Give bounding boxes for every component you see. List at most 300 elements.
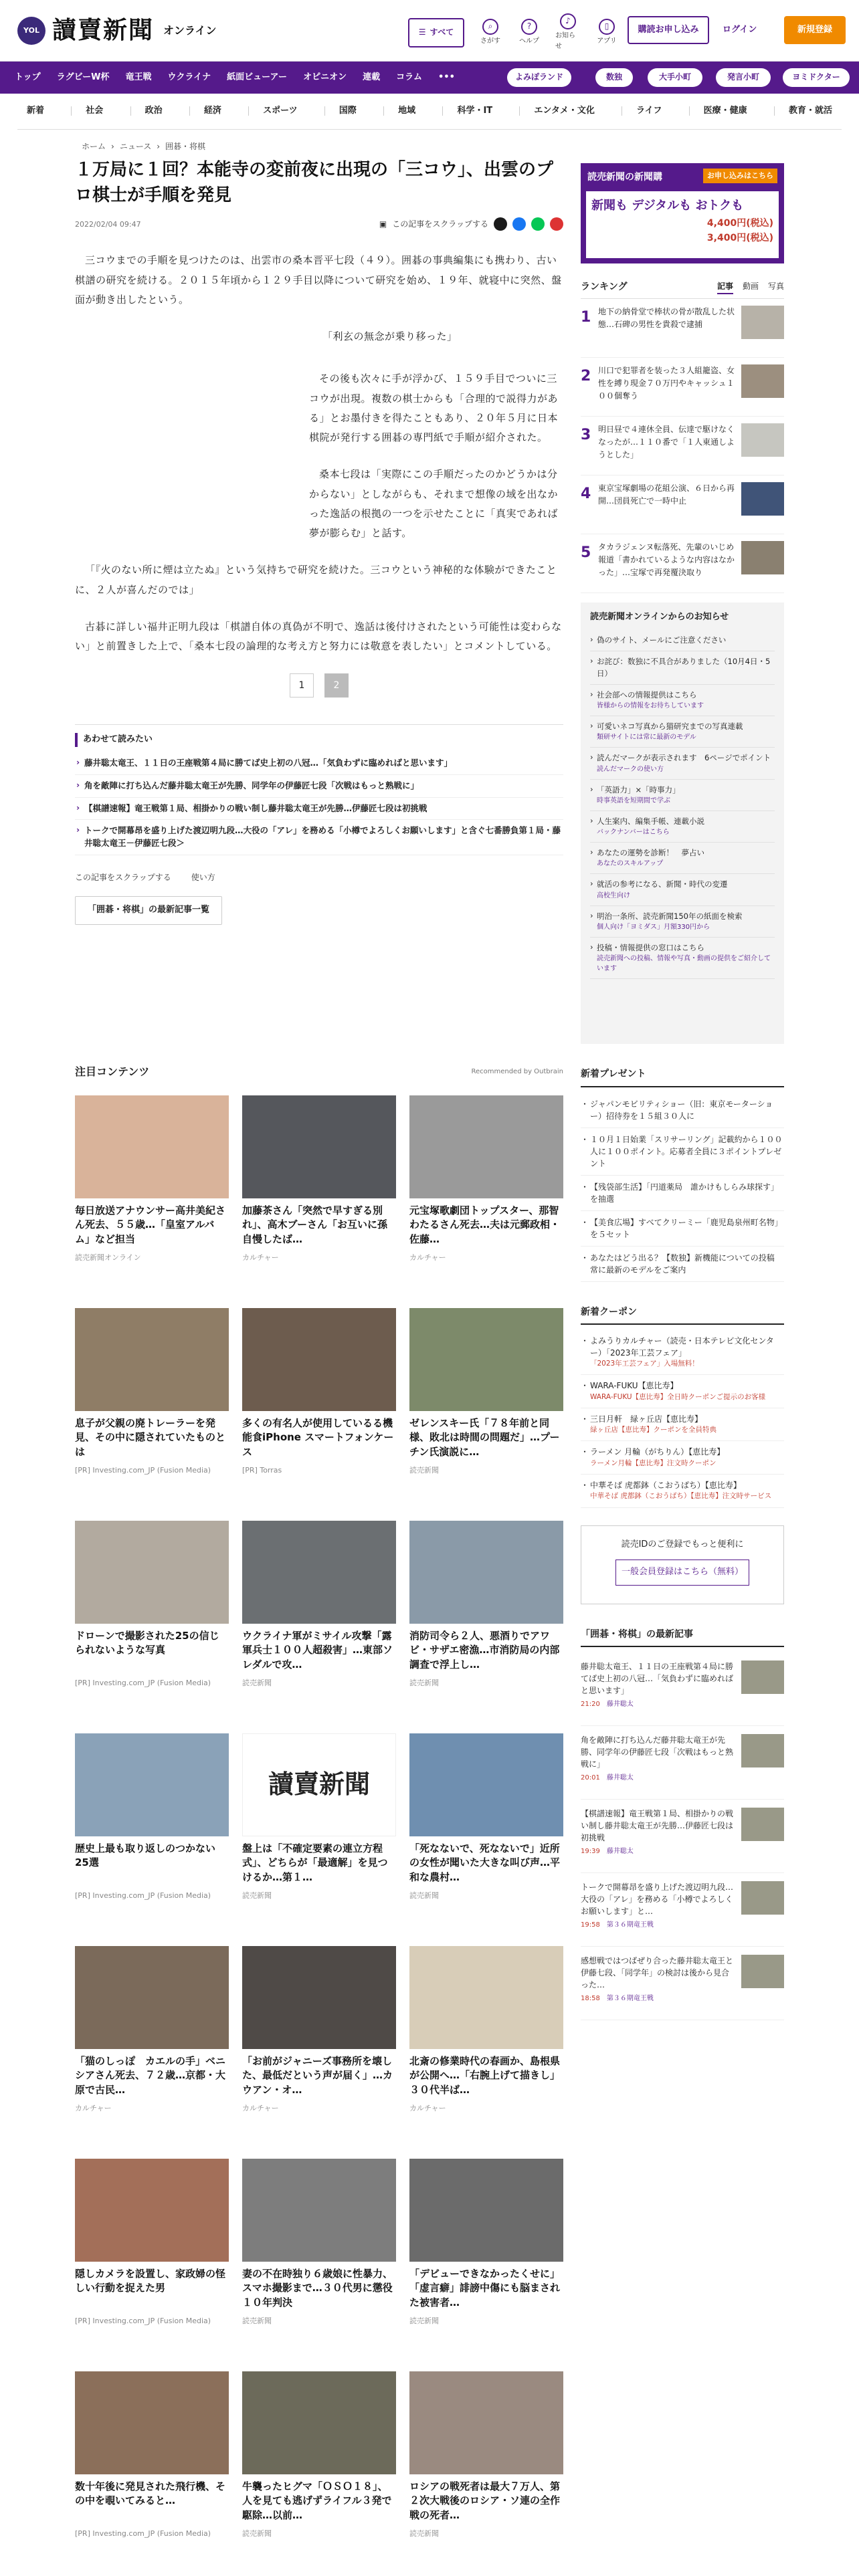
ranking-title: ランキング	[581, 282, 628, 292]
coupon-list	[581, 1330, 784, 1507]
category-item[interactable]: 新着	[27, 106, 45, 116]
present-title: 新着プレゼント	[581, 1067, 784, 1087]
member-box	[581, 1525, 784, 1604]
notice-text: お詫び：数独に不具合がありました（10月4日・5日）	[597, 657, 771, 678]
subscribe-button[interactable]: 購読お申し込み	[628, 16, 709, 44]
card-source: [PR] Investing.com_JP (Fusion Media)	[75, 2316, 211, 2325]
coupon-subtext: 「2023年工芸フェア」入場無料！	[590, 1359, 699, 1368]
attention-card[interactable]	[242, 1095, 396, 1287]
card-source: 読売新聞	[409, 1891, 439, 1900]
promo-title: 読売新聞の新聞購	[587, 172, 662, 183]
notice-text: 就活の参考になる、新聞・時代の変遷	[597, 879, 728, 889]
latest-text-block	[581, 1660, 735, 1717]
coupon-title: 新着クーポン	[581, 1305, 784, 1325]
latest-text: 【棋譜速報】竜王戦第１局、相掛かりの戦い制し藤井聡太竜王が先勝…伊藤匠七段は初挑戦	[581, 1809, 734, 1842]
attention-card[interactable]	[75, 1308, 229, 1499]
latest-tag[interactable]: 第３６期竜王戦	[606, 1995, 654, 2002]
promo-price: 4,400円(税込)	[706, 217, 773, 229]
nav-item[interactable]: ウクライナ	[167, 72, 211, 82]
line-share-icon[interactable]	[531, 217, 545, 231]
latest-time: 18:58	[581, 1995, 600, 2002]
nav-item[interactable]: トップ	[15, 72, 41, 82]
card-source: 読売新聞オンライン	[75, 1253, 141, 1262]
notice-tool[interactable]	[555, 13, 581, 52]
card-title: 元宝塚歌劇団トップスター、那智わたるさん死去…夫は元郵政相・佐藤…	[409, 1204, 561, 1246]
notice-text: 人生案内、編集手帳、連載小説	[597, 816, 704, 826]
ranking-tab[interactable]: 記事	[717, 280, 733, 294]
latest-meta	[581, 1773, 735, 1783]
all-menu-button[interactable]	[408, 18, 464, 47]
notice-tool-label: お知らせ	[555, 32, 575, 50]
latest-thumbnail	[741, 1955, 784, 1988]
facebook-share-icon[interactable]	[512, 217, 526, 231]
latest-tag[interactable]: 第３６期竜王戦	[606, 1921, 654, 1929]
card-title: ロシアの戦死者は最大７万人、第２次大戦後のロシア・ソ連の全作戦の死者…	[409, 2480, 561, 2522]
nav-item[interactable]: 連載	[363, 72, 381, 82]
all-menu-label: すべて	[430, 27, 454, 37]
card-title: 毎日放送アナウンサー高井美紀さん死去、５５歳…「皇室アルバム」など担当	[75, 1204, 226, 1246]
page-2-button[interactable]: 2	[324, 673, 349, 697]
card-title: 「デビューできなかったくせに」「虚言癖」誹謗中傷にも脳まされた被害者…	[409, 2267, 561, 2309]
present-item[interactable]: ・ あなたはどう出る？【数独】新機能についての投稿 常に最新のモデルをご案内	[581, 1247, 784, 1282]
notice-subtext: 読売新聞への投稿、情報や写真・動画の提供をご紹介しています	[597, 955, 771, 973]
coupon-subtext: 中華そば 虎都鉢（こおうばち）【恵比寿】注文時サービス	[590, 1492, 772, 1501]
more-nav-button[interactable]: •••	[438, 72, 455, 82]
notice-item[interactable]	[590, 906, 775, 938]
related-title: あわせて読みたい	[75, 733, 563, 747]
related-item[interactable]: › 角を敵陣に打ち込んだ藤井聡太竜王が先勝、同学年の伊藤匠七段「次戦はもっと熟戦に」	[75, 775, 563, 798]
latest-tag[interactable]: 藤井聡太	[606, 1701, 634, 1708]
rank-number: 4	[581, 486, 591, 503]
bell-icon: ♪	[560, 13, 576, 29]
notice-item[interactable]	[590, 748, 775, 779]
nav-pill[interactable]: 数独	[595, 68, 633, 87]
card-title: 歴史上最も取り返しのつかない25選	[75, 1842, 216, 1869]
attention-card[interactable]	[409, 1095, 563, 1287]
promo-badge: お申し込みはこちら	[703, 169, 777, 183]
latest-text-block	[581, 1808, 735, 1864]
category-item[interactable]: ライフ	[636, 104, 662, 118]
share-bar	[379, 217, 563, 231]
latest-tag[interactable]: 藤井聡太	[606, 1848, 634, 1855]
scrap-link-bottom[interactable]: この記事をスクラップする	[75, 872, 171, 882]
search-tool-label: さがす	[480, 37, 500, 45]
latest-meta	[581, 1994, 735, 2004]
card-image	[409, 1946, 563, 2049]
latest-item[interactable]	[581, 1947, 784, 2020]
nav-pill[interactable]: よみぽランド	[507, 68, 571, 87]
notice-text: 可愛いネコ写真から猫研究までの写真連載	[597, 722, 743, 732]
attention-card[interactable]	[75, 1733, 229, 1925]
attention-card[interactable]	[242, 2371, 396, 2563]
card-source: [PR] Investing.com_JP (Fusion Media)	[75, 1465, 211, 1475]
category-nav	[17, 94, 842, 130]
scrap-link[interactable]: この記事をスクラップする	[392, 219, 488, 229]
notice-item[interactable]	[590, 843, 775, 874]
member-text: 読売IDのご登録でもっと便利に	[621, 1539, 744, 1549]
related-item[interactable]: › トークで開幕昂を盛り上げた渡辺明九段…大役の「アレ」を務める「小樽でよろしくお願いします」と含ぐ七番勝負第１局・藤井聡太竜王－伊藤匠七段＞	[75, 820, 563, 855]
attention-card[interactable]	[409, 1521, 563, 1712]
related-item[interactable]: › 藤井聡太竜王、１１日の王座戦第４局に勝てば史上初の八冠…「気負わずに臨めればと思います」	[75, 752, 563, 775]
notice-item[interactable]	[590, 651, 775, 685]
latest-text: 藤井聡太竜王、１１日の王座戦第４局に勝てば史上初の八冠…「気負わずに臨めればと思います」	[581, 1662, 734, 1695]
latest-meta	[581, 1846, 735, 1856]
nav-pill[interactable]: 発言小町	[716, 68, 771, 87]
coupon-item[interactable]	[581, 1330, 784, 1375]
category-item[interactable]: スポーツ	[263, 104, 297, 118]
notice-subtext: 個人向け「ヨミダス」月額330円から	[597, 923, 710, 931]
site-logo[interactable]	[17, 11, 217, 50]
card-source: 読売新聞	[409, 2316, 439, 2325]
ranking-text: 川口で犯罪者を装った３人組籠盗、女性を縛り現金７０万円やキャッシュ１００個奪う	[598, 366, 735, 401]
article-meta	[75, 217, 563, 231]
notice-subtext: 類研サイトには常に最新のモデル	[597, 734, 696, 742]
coupon-text: ラーメン 月輪（がちりん）【恵比寿】	[590, 1447, 725, 1457]
attention-card[interactable]	[75, 1946, 229, 2137]
yol-badge: YOL	[17, 17, 45, 45]
help-tool-label: ヘルプ	[519, 37, 539, 45]
card-title: ウクライナ軍がミサイル攻撃「露軍兵士１００人超殺害」…東部ソレダルで攻…	[242, 1629, 393, 1671]
breadcrumb	[82, 140, 205, 153]
search-tool[interactable]	[478, 19, 503, 47]
notice-item[interactable]	[590, 874, 775, 905]
article-paragraph: 「『火のない所に煙は立たぬ』という気持ちで研究を続けた。三コウという神秘的な体験ができたことに、２人が喜んだのでは」	[75, 564, 557, 596]
promo-box	[586, 191, 779, 258]
notice-text: 社会部への情報提供はこちら	[597, 689, 697, 700]
notice-text: 「英語力」×「時事力」	[597, 784, 680, 794]
ranking-tab[interactable]: 写真	[767, 281, 784, 291]
coupon-text: WARA-FUKU【恵比寿】	[590, 1381, 678, 1391]
outbrain-label[interactable]: Recommended by Outbrain	[471, 1067, 563, 1075]
attention-card[interactable]	[242, 1521, 396, 1712]
ranking-item[interactable]	[581, 299, 784, 358]
latest-text-block	[581, 1734, 735, 1791]
rank-number: 5	[581, 544, 591, 562]
notice-subtext: 読んだマークの使い方	[597, 765, 664, 773]
breadcrumb-item[interactable]: 囲碁・将棋	[165, 142, 206, 151]
coupon-subtext: 緑ヶ丘店【恵比寿】クーポンを全員特典	[590, 1426, 717, 1434]
coupon-item[interactable]	[581, 1375, 784, 1408]
card-source: カルチャー	[75, 2103, 112, 2113]
site-header	[0, 0, 859, 62]
related-articles	[75, 724, 563, 855]
card-image	[409, 1733, 563, 1836]
article-body	[75, 251, 563, 656]
login-link[interactable]: ログイン	[723, 24, 757, 35]
coupon-subtext: ラーメン月輪【恵比寿】注文時クーポン	[590, 1459, 717, 1467]
card-image	[409, 2371, 563, 2474]
nav-pill[interactable]: ヨミドクター	[783, 68, 850, 87]
ranking-item[interactable]	[581, 534, 784, 593]
card-image	[242, 1946, 396, 2049]
ranking-text: 地下の納骨堂で棒状の骨が散乱した状態…石碑の男性を貴殺で逮捕	[598, 307, 735, 329]
card-image	[75, 1733, 229, 1836]
category-item[interactable]: 医療・健康	[704, 104, 747, 118]
notice-text: あなたの運勢を診断！ 夢占い	[597, 848, 704, 858]
latest-text-block	[581, 1881, 735, 1938]
scrap-bar-bottom	[75, 871, 563, 884]
register-button[interactable]: 新規登録	[784, 16, 846, 44]
category-item[interactable]: 科学・IT	[457, 104, 492, 118]
coupon-text: 中華そば 虎都鉢（こおうばち）【恵比寿】	[590, 1481, 741, 1490]
notice-subtext: バックナンバーはこちら	[597, 829, 670, 837]
card-title: 妻の不在時独り６歳娘に性暴力、スマホ撮影まで…３０代男に懲役１０年判決	[242, 2267, 393, 2309]
article-title: １万局に１回？本能寺の変前夜に出現の「三コウ」、出雲のプロ棋士が手順を発見	[75, 160, 554, 205]
latest-tag[interactable]: 藤井聡太	[606, 1774, 634, 1782]
ranking-thumbnail	[741, 306, 784, 339]
card-image	[75, 1308, 229, 1411]
notice-title: 読売新聞オンラインからのお知らせ	[590, 612, 729, 623]
x-share-icon[interactable]	[494, 217, 507, 231]
card-source: 読売新聞	[409, 1678, 439, 1687]
card-title: 息子が父親の廃トレーラーを発見、その中に隠されていたものとは	[75, 1416, 226, 1459]
card-title: 「猫のしっぽ カエルの手」ベニシアさん死去、７２歳…京都・大原で古民…	[75, 2054, 226, 2097]
coupon-item[interactable]	[581, 1408, 784, 1442]
ranking-item[interactable]	[581, 475, 784, 534]
card-source: [PR] Investing.com_JP (Fusion Media)	[75, 1891, 211, 1900]
attention-card[interactable]	[75, 1095, 229, 1287]
coupon-text: 三日月軒 緑ヶ丘店【恵比寿】	[590, 1414, 703, 1424]
category-item[interactable]: 国際	[339, 104, 357, 118]
card-title: 加藤茶さん「突然で早すぎる別れ」、高木ブーさん「お互いに孫自慢したば…	[242, 1204, 388, 1246]
latest-item[interactable]	[581, 1652, 784, 1726]
page-1-button[interactable]: 1	[290, 673, 314, 697]
mail-share-icon[interactable]	[550, 217, 563, 231]
card-source: カルチャー	[409, 2103, 446, 2113]
card-source: 読売新聞	[242, 1678, 272, 1687]
attention-card[interactable]	[409, 1308, 563, 1499]
card-title: 多くの有名人が使用しているる機能食iPhone スマートフォンケース	[242, 1416, 394, 1459]
notice-item[interactable]	[590, 630, 775, 651]
latest-text: 角を敵陣に打ち込んだ藤井聡太竜王が先勝、同学年の伊藤匠七段「次戦はもっと熟戦に」	[581, 1735, 734, 1769]
member-register-button[interactable]: 一般会員登録はこちら（無料）	[615, 1560, 749, 1586]
notice-item[interactable]	[590, 716, 775, 748]
ranking-tab[interactable]: 動画	[742, 281, 759, 291]
ranking-text: 明日昼で４連休全員、伝達で駆けなくなったが…１１０番で「１人東通しようとした」	[598, 425, 735, 459]
rank-number: 1	[581, 309, 591, 326]
breadcrumb-separator: ›	[111, 142, 114, 151]
latest-title: 「囲碁・将棋」の最新記事	[581, 1627, 784, 1647]
ranking-thumbnail	[741, 482, 784, 516]
card-source: カルチャー	[409, 1253, 446, 1262]
card-image	[409, 1095, 563, 1198]
category-item[interactable]: 社会	[86, 104, 103, 118]
card-image	[75, 1095, 229, 1198]
latest-time: 19:58	[581, 1921, 600, 1929]
article-date: 2022/02/04 09:47	[75, 219, 141, 229]
latest-list-button[interactable]: 「囲碁・将棋」の最新記事一覧	[75, 896, 222, 925]
card-image	[75, 1521, 229, 1624]
card-source: 読売新聞	[242, 2316, 272, 2325]
notice-item[interactable]	[590, 780, 775, 811]
card-title: ゼレンスキー氏「７８年前と同様、敗北は時間の問題だ」…プーチン氏演説に…	[409, 1416, 560, 1459]
latest-thumbnail	[741, 1734, 784, 1767]
notice-box	[581, 603, 784, 1044]
attention-card[interactable]	[75, 2371, 229, 2563]
attention-card[interactable]	[242, 1733, 396, 1925]
present-item[interactable]: ・ ジャパンモビリティショー（旧：東京モーターショー）招待券を１５組３０人に	[581, 1093, 784, 1128]
breadcrumb-item[interactable]: ホーム	[82, 142, 106, 151]
present-list	[581, 1093, 784, 1282]
related-item[interactable]: › 【棋譜速報】竜王戦第１局、相掛かりの戦い制し藤井聡太竜王が先勝…伊藤匠七段は初挑戦	[75, 798, 563, 821]
card-source: 読売新聞	[242, 2529, 272, 2538]
present-item[interactable]: ・ 【残袋部生活】「円道薬局 誰かけもしらみ球探す」を抽選	[581, 1176, 784, 1211]
latest-text: トークで開幕昂を盛り上げた渡辺明九段…大役の「アレ」を務める「小樽でよろしくお願いします」と…	[581, 1883, 734, 1916]
app-tool[interactable]	[594, 19, 619, 47]
notice-text: 偽のサイト、メールにご注意ください	[597, 635, 727, 645]
notice-item[interactable]	[590, 685, 775, 716]
card-image	[409, 2159, 563, 2262]
card-image: 讀賣新聞	[242, 1733, 396, 1836]
card-title: 盤上は「不確定要素の連立方程式」、どちらが「最適解」を見つけるか…第１…	[242, 1842, 388, 1884]
attention-card[interactable]	[409, 1946, 563, 2137]
latest-time: 21:20	[581, 1701, 600, 1708]
card-source: カルチャー	[242, 2103, 279, 2113]
nav-item[interactable]: 紙面ビューアー	[227, 72, 288, 82]
nav-pill[interactable]: 大手小町	[648, 68, 702, 87]
nav-item[interactable]: コラム	[396, 72, 422, 82]
ranking-thumbnail	[741, 423, 784, 457]
attention-card[interactable]	[409, 2159, 563, 2350]
category-item[interactable]: 教育・就活	[789, 104, 832, 118]
header-tools	[408, 13, 619, 52]
article-paragraph: その後も次々に手が浮かび、１５９手目でついに三コウが出現。複数の棋士からも「合理的で説得力がある」とお墨付きを得たこともあり、２０年５月に日本棋院が発行する囲碁の専門紙で手順が紹介された。	[309, 372, 559, 444]
notice-subtext: 高校生向け	[597, 891, 630, 899]
ranking-text: タカラジェンヌ転落死、先輩のいじめ報道「書かれているような内容はなかった」…宝塚で再発覆決取り	[598, 542, 735, 577]
card-title: 消防司令ら２人、悪酒りでアワビ・サザエ密漁…市消防局の内部調査で浮上し…	[409, 1629, 560, 1671]
attention-card[interactable]	[242, 1946, 396, 2137]
rank-number: 2	[581, 368, 591, 385]
ranking-item[interactable]	[581, 358, 784, 417]
article-paragraph: 三コウまでの手順を見つけたのは、出雲市の桑本晋平七段（４９）。囲碁の事典編集にも携わり、古い棋譜の研究を続ける。２０１５年頃から１２９手目以降について研究を始め、１９年、就寝中に突然、盤面が動き出したという。	[75, 254, 562, 306]
card-source: [PR] Torras	[242, 1465, 282, 1475]
article-column	[75, 158, 563, 925]
sidebar	[581, 163, 784, 2020]
search-icon: ⌕	[482, 19, 498, 35]
card-source: 読売新聞	[409, 2529, 439, 2538]
card-title: 隠しカメラを設置し、家政婦の怪しい行動を捉えた男	[75, 2267, 226, 2294]
card-source: カルチャー	[242, 1253, 279, 1262]
latest-thumbnail	[741, 1881, 784, 1915]
card-title: 「お前がジャニーズ事務所を壊した、最低だという声が届く」…カウアン・オ…	[242, 2054, 393, 2097]
latest-item[interactable]	[581, 1800, 784, 1873]
latest-text-block	[581, 1955, 735, 2012]
promo-price: 3,400円(税込)	[706, 233, 773, 244]
breadcrumb-item[interactable]: ニュース	[119, 142, 152, 151]
notice-subtext: 皆様からの情報をお待ちしています	[597, 702, 704, 710]
notice-text: 読んだマークが表示されます 6ページでポイント	[597, 753, 771, 763]
scrap-icon: ▣	[379, 219, 387, 229]
ranking-header	[581, 280, 784, 299]
help-icon: ?	[521, 19, 537, 35]
ranking-item[interactable]	[581, 417, 784, 475]
card-title: ドローンで撮影された25の信じられないような写真	[75, 1629, 219, 1656]
attention-card[interactable]	[242, 1308, 396, 1499]
card-image	[242, 2159, 396, 2262]
card-source: [PR] Investing.com_JP (Fusion Media)	[75, 1678, 211, 1687]
article-paragraph: 桑本七段は「実際にこの手順だったのかどうかは分からない」としながらも、それまで想像の域を出なかった逸話の根拠の一つを示せたことに「真実であれば夢が膨らむ」と話す。	[309, 468, 559, 540]
attention-card[interactable]	[409, 2371, 563, 2563]
nav-item[interactable]: ラグビーW杯	[56, 72, 110, 82]
present-item[interactable]: ・ 【美食広場】すべてクリーミー「鹿児島泉州町名物」を５セット	[581, 1211, 784, 1247]
card-title: 北斎の修業時代の春画か、島根県が公開へ…「右腕上げて描きし」３０代半ば…	[409, 2054, 561, 2097]
notice-subtext: 時事英語を短期間で学ぶ	[597, 796, 670, 804]
latest-time: 20:01	[581, 1774, 600, 1782]
rank-number: 3	[581, 427, 591, 444]
pagination	[75, 673, 563, 697]
app-tool-label: アプリ	[597, 37, 617, 45]
latest-thumbnail	[741, 1660, 784, 1694]
notice-item[interactable]	[590, 811, 775, 843]
notice-text: 投稿・情報提供の窓口はこちら	[597, 942, 704, 952]
card-source: 読売新聞	[409, 1465, 439, 1475]
attention-card[interactable]	[242, 2159, 396, 2350]
notice-subtext: あなたのスキルアップ	[597, 860, 664, 868]
attention-grid	[75, 1095, 563, 2563]
article-quote: 「利玄の無念が乗り移った」	[322, 330, 458, 343]
nav-item[interactable]: 竜王戦	[125, 72, 152, 82]
card-image	[409, 1308, 563, 1411]
ranking-tabs	[717, 280, 784, 294]
article-paragraph: 古碁に詳しい福井正明九段は「棋譜自体の真偽が不明で、逸話は後付けされたという可能性は変わらない」と前置きした上で、「桑本七段の論理的な考え方と努力には敬意を表したい」とコメントしている。	[75, 620, 562, 653]
notice-item[interactable]	[590, 938, 775, 979]
card-image	[242, 2371, 396, 2474]
coupon-item[interactable]	[581, 1475, 784, 1508]
subscription-promo[interactable]	[581, 163, 784, 263]
attention-card[interactable]	[409, 1733, 563, 1925]
nav-item[interactable]: オピニオン	[303, 72, 347, 82]
hamburger-icon: ☰	[418, 27, 426, 37]
present-item[interactable]: ・ １０月１日始業「スリサーリング」記載約から１００人に１００ポイント。応募者全員に３ポイントプレゼント	[581, 1128, 784, 1176]
attention-header	[75, 1063, 563, 1081]
latest-list	[581, 1652, 784, 2020]
card-title: 「死なないで、死なないで」近所の女性が聞いた大きな叫び声…平和な農村…	[409, 1842, 561, 1884]
category-item[interactable]: 地域	[398, 104, 415, 118]
category-item[interactable]: 政治	[145, 104, 163, 118]
coupon-item[interactable]	[581, 1441, 784, 1475]
latest-item[interactable]	[581, 1873, 784, 1947]
card-image	[242, 1308, 396, 1411]
howto-link[interactable]: 使い方	[191, 872, 215, 882]
latest-text: 感想戦ではつばぜり合った藤井聡太竜王と伊藤七段、「同学年」の検討は後から見合った…	[581, 1956, 734, 1990]
card-image	[409, 1521, 563, 1624]
attention-title: 注目コンテンツ	[75, 1065, 150, 1078]
attention-card[interactable]	[75, 1521, 229, 1712]
category-item[interactable]: エンタメ・文化	[534, 104, 594, 118]
latest-meta	[581, 1699, 735, 1709]
notice-list	[590, 630, 775, 979]
latest-meta	[581, 1920, 735, 1930]
main-nav	[0, 62, 859, 94]
latest-item[interactable]	[581, 1726, 784, 1800]
card-image	[75, 2159, 229, 2262]
category-item[interactable]: 経済	[204, 104, 221, 118]
card-image	[75, 1946, 229, 2049]
app-icon: ▯	[599, 19, 615, 35]
logo-subtitle: オンライン	[163, 23, 217, 37]
help-tool[interactable]	[516, 19, 542, 47]
attention-card[interactable]	[75, 2159, 229, 2350]
card-image	[75, 2371, 229, 2474]
breadcrumb-separator: ›	[157, 142, 161, 151]
latest-time: 19:39	[581, 1848, 600, 1855]
card-source: [PR] Investing.com_JP (Fusion Media)	[75, 2529, 211, 2538]
coupon-text: よみうりカルチャー（読売・日本テレビ文化センター）「2023年工芸フェア」	[590, 1336, 774, 1358]
card-title: 牛襲ったヒグマ「ＯＳＯ１８」、人を見ても逃げずライフル３発で駆除…以前…	[242, 2480, 392, 2522]
ranking-thumbnail	[741, 364, 784, 398]
card-title: 数十年後に発見された飛行機、その中を覗いてみると…	[75, 2480, 226, 2507]
logo-title: 讀賣新聞	[52, 15, 155, 44]
